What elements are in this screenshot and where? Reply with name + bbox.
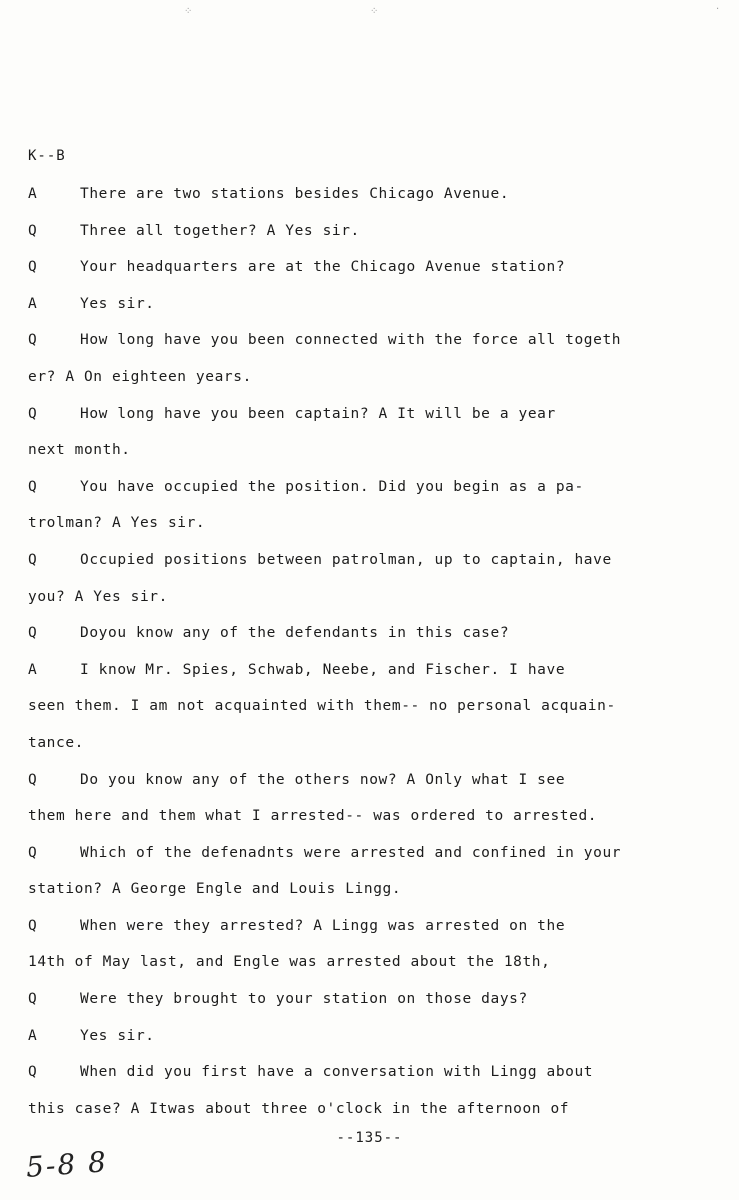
- speaker-label: A: [28, 295, 38, 312]
- transcript-line: [28, 987, 718, 1024]
- line-text: Were they brought to your station on those days?: [80, 991, 528, 1008]
- transcript-line: [28, 621, 718, 658]
- line-text: Yes sir.: [80, 295, 155, 312]
- line-text: When were they arrested? A Lingg was arrested on the: [80, 917, 566, 934]
- line-text: seen them. I am not acquainted with them-- no personal acquain-: [28, 698, 616, 715]
- line-text: There are two stations besides Chicago Avenue.: [80, 186, 510, 202]
- transcript-line: [28, 1060, 718, 1097]
- transcript-line: [28, 768, 718, 805]
- speaker-label: Q: [28, 259, 38, 276]
- transcript-line: [28, 328, 718, 365]
- speaker-label: Q: [28, 1064, 38, 1081]
- line-text: Three all together? A Yes sir.: [80, 222, 360, 239]
- punch-mark-left: ⁘: [184, 6, 193, 17]
- line-text: Your headquarters are at the Chicago Avenue station?: [80, 259, 566, 276]
- transcript-line: [28, 694, 718, 731]
- handwritten-page-note: 5-8 8: [24, 1145, 109, 1184]
- line-text: next month.: [28, 442, 131, 459]
- speaker-label: A: [28, 661, 38, 678]
- punch-mark-center: ⁘: [370, 6, 379, 17]
- line-text: You have occupied the position. Did you begin as a pa-: [80, 478, 584, 495]
- line-text: Which of the defenadnts were arrested and confined in your: [80, 844, 622, 861]
- transcript-line: [28, 585, 718, 622]
- page-header: K--B: [28, 148, 66, 164]
- speaker-label: Q: [28, 551, 38, 568]
- line-text: Occupied positions between patrolman, up to captain, have: [80, 551, 612, 568]
- transcript-line: [28, 219, 718, 256]
- transcript-line: [28, 1097, 718, 1134]
- speaker-label: Q: [28, 991, 38, 1008]
- line-text: 14th of May last, and Engle was arrested about the 18th,: [28, 954, 551, 971]
- line-text: er? A On eighteen years.: [28, 368, 252, 385]
- page-number: --135--: [336, 1130, 403, 1146]
- speaker-label: Q: [28, 478, 38, 495]
- speaker-label: Q: [28, 222, 38, 239]
- line-text: station? A George Engle and Louis Lingg.: [28, 881, 402, 898]
- line-text: Do you know any of the others now? A Only what I see: [80, 771, 566, 788]
- transcript-line: [28, 182, 718, 219]
- line-text: you? A Yes sir.: [28, 588, 168, 605]
- transcript-line: [28, 877, 718, 914]
- line-text: I know Mr. Spies, Schwab, Neebe, and Fischer. I have: [80, 661, 566, 678]
- transcript-line: [28, 548, 718, 585]
- line-text: Yes sir.: [80, 1027, 155, 1044]
- speaker-label: Q: [28, 332, 38, 349]
- speaker-label: Q: [28, 405, 38, 422]
- transcript-body: [28, 182, 718, 1133]
- line-text: tance.: [28, 734, 84, 751]
- transcript-line: [28, 841, 718, 878]
- line-text: How long have you been connected with the force all togeth: [80, 332, 622, 349]
- transcript-line: [28, 1024, 718, 1061]
- transcript-line: [28, 255, 718, 292]
- speaker-label: Q: [28, 844, 38, 861]
- speaker-label: Q: [28, 917, 38, 934]
- speaker-label: A: [28, 1027, 38, 1044]
- speaker-label: Q: [28, 625, 38, 642]
- transcript-line: [28, 292, 718, 329]
- speaker-label: A: [28, 186, 38, 202]
- transcript-line: [28, 731, 718, 768]
- transcript-line: [28, 365, 718, 402]
- line-text: How long have you been captain? A It will be a year: [80, 405, 556, 422]
- transcript-line: [28, 914, 718, 951]
- transcript-line: [28, 475, 718, 512]
- line-text: trolman? A Yes sir.: [28, 515, 206, 532]
- line-text: them here and them what I arrested-- was ordered to arrested.: [28, 808, 598, 825]
- line-text: this case? A Itwas about three o'clock in the afternoon of: [28, 1100, 570, 1117]
- transcript-line: [28, 511, 718, 548]
- speaker-label: Q: [28, 771, 38, 788]
- transcript-line: [28, 804, 718, 841]
- transcript-line: [28, 658, 718, 695]
- line-text: When did you first have a conversation with Lingg about: [80, 1064, 594, 1081]
- transcript-line: [28, 438, 718, 475]
- line-text: Doyou know any of the defendants in this case?: [80, 625, 510, 642]
- transcript-line: [28, 402, 718, 439]
- punch-mark-right: ‧: [716, 4, 720, 15]
- transcript-line: [28, 950, 718, 987]
